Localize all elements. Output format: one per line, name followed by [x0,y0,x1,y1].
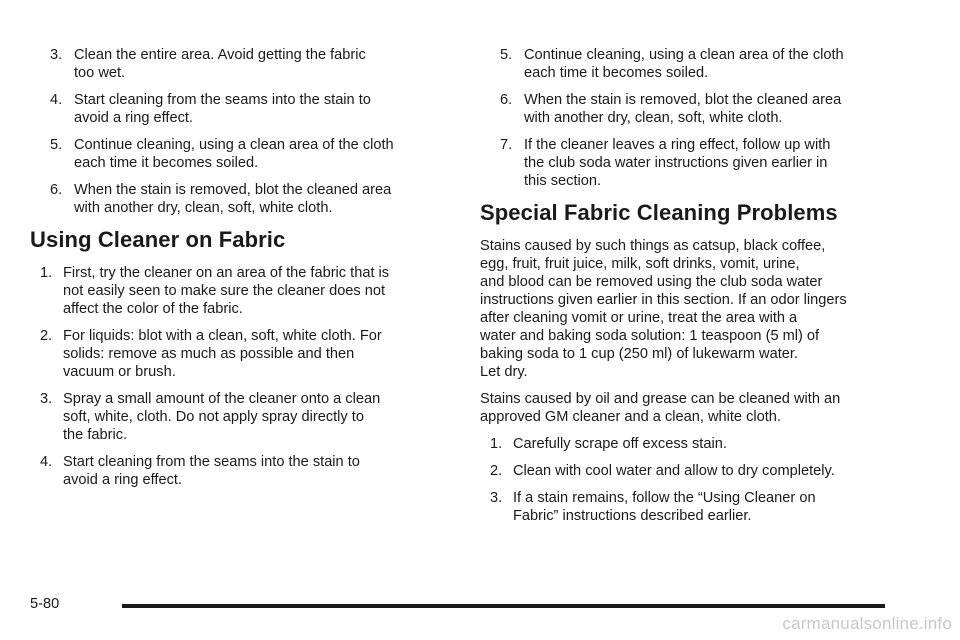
step-number: 6. [500,92,513,108]
step-text: Carefully scrape off excess stain. [513,436,727,452]
watermark: carmanualsonline.info [782,614,952,633]
step-number: 3. [490,490,503,506]
step-number: 1. [490,436,503,452]
list-item [480,46,900,82]
step-text: Start cleaning from the seams into the stain to avoid a ring effect. [74,92,371,126]
step-number: 1. [40,265,53,281]
list-item [480,136,900,190]
list-item [30,264,450,318]
list-item [480,462,900,480]
step-text: Clean with cool water and allow to dry completely. [513,463,835,479]
step-number: 5. [500,47,513,63]
section-heading-using-cleaner: Using Cleaner on Fabric [30,227,286,252]
left-continued-steps [30,46,450,217]
step-number: 3. [50,47,63,63]
step-number: 4. [50,92,63,108]
step-number: 4. [40,454,53,470]
section-heading-special-problems: Special Fabric Cleaning Problems [480,200,838,225]
using-cleaner-steps [30,264,450,489]
footer-divider [122,604,885,608]
special-problems-paragraph-2: Stains caused by oil and grease can be cleaned with an approved GM cleaner and a clean, white cloth. [480,391,841,425]
right-continued-steps [480,46,900,190]
step-text: If the cleaner leaves a ring effect, follow up with the club soda water instructions given earlier in this section. [524,137,831,189]
list-item [30,327,450,381]
list-item [30,136,450,172]
step-number: 2. [40,328,53,344]
list-item [480,489,900,525]
step-text: If a stain remains, follow the “Using Cleaner on Fabric” instructions described earlier. [513,490,816,524]
step-text: When the stain is removed, blot the cleaned area with another dry, clean, soft, white cloth. [74,182,392,216]
list-item [480,435,900,453]
right-column [480,46,900,534]
oil-grease-steps [480,435,900,525]
list-item [30,390,450,444]
page-number: 5-80 [30,596,60,612]
step-number: 5. [50,137,63,153]
step-text: Continue cleaning, using a clean area of the cloth each time it becomes soiled. [524,47,844,81]
list-item [480,91,900,127]
step-text: When the stain is removed, blot the cleaned area with another dry, clean, soft, white cloth. [524,92,842,126]
step-text: First, try the cleaner on an area of the fabric that is not easily seen to make sure the cleaner does not affect the color of the fabric. [63,265,390,317]
list-item [30,46,450,82]
left-column [30,46,450,498]
step-number: 7. [500,137,513,153]
list-item [30,181,450,217]
step-text: Start cleaning from the seams into the stain to avoid a ring effect. [63,454,360,488]
step-text: Clean the entire area. Avoid getting the fabric too wet. [74,47,366,81]
list-item [30,453,450,489]
step-text: Spray a small amount of the cleaner onto a clean soft, white, cloth. Do not apply spray directly to the fabric. [63,391,381,443]
step-text: For liquids: blot with a clean, soft, white cloth. For solids: remove as much as possible and then vacuum or brush. [63,328,382,380]
special-problems-paragraph-1: Stains caused by such things as catsup, black coffee, egg, fruit, fruit juice, milk, soft drinks, vomit, urine, and blood can be removed using the club soda water instructions given earlier in this section. If an odor lingers after cleaning vomit or urine, treat the area with a water and baking soda solution: 1 teaspoon (5 ml) of baking soda to 1 cup (250 ml) of lukewarm water. Let dry. [480,238,847,380]
step-number: 3. [40,391,53,407]
step-text: Continue cleaning, using a clean area of the cloth each time it becomes soiled. [74,137,394,171]
list-item [30,91,450,127]
step-number: 2. [490,463,503,479]
step-number: 6. [50,182,63,198]
